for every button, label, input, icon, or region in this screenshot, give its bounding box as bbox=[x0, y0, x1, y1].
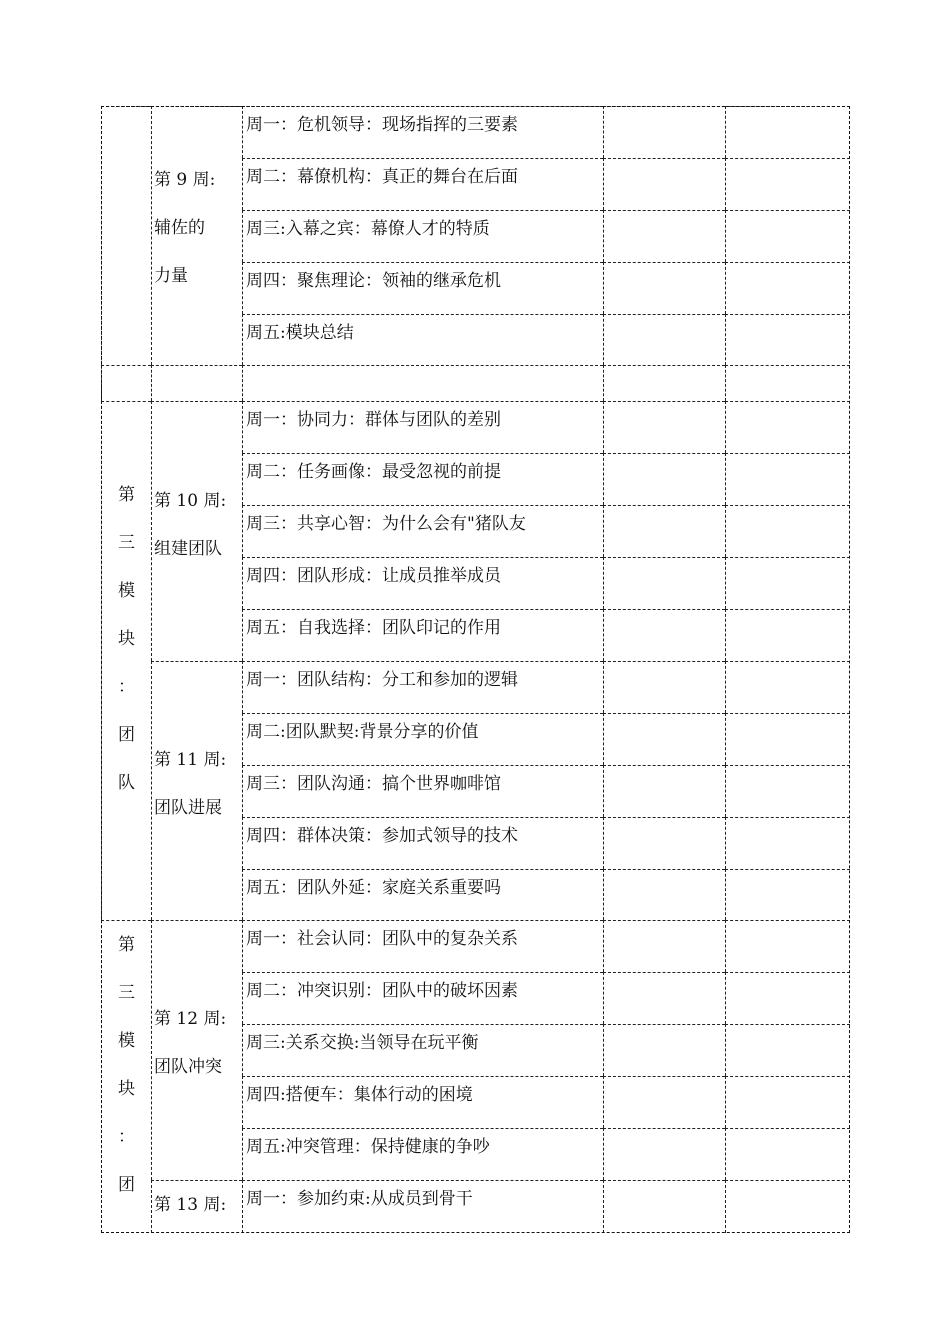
day-cell: 周二：任务画像：最受忽视的前提 bbox=[242, 453, 603, 505]
empty-cell bbox=[725, 765, 850, 817]
day-cell: 周一：参加约束:从成员到骨干 bbox=[242, 1180, 603, 1233]
empty-cell bbox=[603, 262, 725, 314]
module-char: 队 bbox=[118, 773, 135, 793]
week-cell bbox=[151, 1180, 242, 1233]
day-cell: 周二：冲突识别：团队中的破坏因素 bbox=[242, 972, 603, 1024]
empty-cell bbox=[725, 972, 850, 1024]
day-cell: 周二：幕僚机构：真正的舞台在后面 bbox=[242, 158, 603, 210]
week-label: 第 9 周: bbox=[154, 170, 216, 190]
day-cell: 周五：团队外延：家庭关系重要吗 bbox=[242, 869, 603, 920]
module-char: 块 bbox=[118, 1079, 135, 1099]
empty-cell bbox=[242, 365, 603, 401]
empty-cell bbox=[725, 210, 850, 262]
empty-cell bbox=[725, 365, 850, 401]
empty-cell bbox=[603, 365, 725, 401]
module-cell bbox=[101, 920, 151, 1233]
module-char: 模 bbox=[118, 581, 135, 601]
day-cell: 周四：团队形成：让成员推举成员 bbox=[242, 557, 603, 609]
schedule-table bbox=[101, 106, 850, 1233]
module-cell bbox=[101, 401, 151, 920]
week-label: 团队进展 bbox=[154, 798, 222, 818]
empty-cell bbox=[151, 365, 242, 401]
empty-cell bbox=[603, 765, 725, 817]
empty-cell bbox=[725, 401, 850, 453]
empty-cell bbox=[725, 262, 850, 314]
day-cell: 周一：危机领导：现场指挥的三要素 bbox=[242, 106, 603, 158]
day-cell: 周三:关系交换:当领导在玩平衡 bbox=[242, 1024, 603, 1076]
empty-cell bbox=[603, 972, 725, 1024]
empty-cell bbox=[603, 920, 725, 972]
empty-cell bbox=[725, 314, 850, 365]
empty-cell bbox=[725, 106, 850, 158]
module-char: 团 bbox=[118, 725, 135, 745]
week-label: 辅佐的 bbox=[154, 218, 205, 238]
week-cell bbox=[151, 401, 242, 661]
day-cell: 周二:团队默契:背景分享的价值 bbox=[242, 713, 603, 765]
week-cell bbox=[151, 920, 242, 1180]
day-cell: 周四：群体决策：参加式领导的技术 bbox=[242, 817, 603, 869]
empty-cell bbox=[725, 1128, 850, 1180]
empty-cell bbox=[725, 609, 850, 661]
empty-cell bbox=[725, 817, 850, 869]
empty-cell bbox=[725, 505, 850, 557]
day-cell: 周三：团队沟通：搞个世界咖啡馆 bbox=[242, 765, 603, 817]
module-char: 块 bbox=[118, 629, 135, 649]
empty-cell bbox=[101, 365, 151, 401]
empty-cell bbox=[725, 1076, 850, 1128]
empty-cell bbox=[725, 1180, 850, 1233]
empty-cell bbox=[725, 158, 850, 210]
module-char: 第 bbox=[118, 935, 135, 955]
empty-cell bbox=[603, 1024, 725, 1076]
empty-cell bbox=[725, 1024, 850, 1076]
day-cell: 周一：团队结构：分工和参加的逻辑 bbox=[242, 661, 603, 713]
empty-cell bbox=[603, 314, 725, 365]
empty-cell bbox=[603, 869, 725, 920]
empty-cell bbox=[725, 661, 850, 713]
empty-cell bbox=[725, 453, 850, 505]
day-cell: 周四:搭便车：集体行动的困境 bbox=[242, 1076, 603, 1128]
empty-cell bbox=[603, 661, 725, 713]
day-cell: 周三：共享心智：为什么会有"猪队友 bbox=[242, 505, 603, 557]
empty-cell bbox=[725, 557, 850, 609]
week-label: 组建团队 bbox=[154, 539, 222, 559]
empty-cell bbox=[725, 869, 850, 920]
empty-cell bbox=[725, 713, 850, 765]
empty-cell bbox=[603, 453, 725, 505]
empty-cell bbox=[725, 920, 850, 972]
week-label: 力量 bbox=[154, 266, 188, 286]
module-char: ： bbox=[118, 677, 135, 697]
empty-cell bbox=[603, 158, 725, 210]
week-label: 第 12 周: bbox=[154, 1009, 227, 1029]
day-cell: 周五:冲突管理：保持健康的争吵 bbox=[242, 1128, 603, 1180]
empty-cell bbox=[603, 557, 725, 609]
day-cell: 周三:入幕之宾：幕僚人才的特质 bbox=[242, 210, 603, 262]
module-cell bbox=[101, 106, 151, 365]
day-cell: 周五：自我选择：团队印记的作用 bbox=[242, 609, 603, 661]
empty-cell bbox=[603, 609, 725, 661]
empty-cell bbox=[603, 401, 725, 453]
empty-cell bbox=[603, 505, 725, 557]
week-label: 第 13 周: bbox=[154, 1195, 227, 1215]
week-label: 第 11 周: bbox=[154, 750, 227, 770]
empty-cell bbox=[603, 713, 725, 765]
day-cell: 周四：聚焦理论：领袖的继承危机 bbox=[242, 262, 603, 314]
empty-cell bbox=[603, 1076, 725, 1128]
empty-cell bbox=[603, 1128, 725, 1180]
empty-cell bbox=[603, 106, 725, 158]
module-char: 三 bbox=[118, 983, 135, 1003]
empty-cell bbox=[603, 1180, 725, 1233]
day-cell: 周一：社会认同：团队中的复杂关系 bbox=[242, 920, 603, 972]
day-cell: 周一：协同力：群体与团队的差别 bbox=[242, 401, 603, 453]
module-char: ： bbox=[118, 1127, 135, 1147]
empty-cell bbox=[603, 817, 725, 869]
module-char: 模 bbox=[118, 1031, 135, 1051]
week-label: 团队冲突 bbox=[154, 1057, 222, 1077]
empty-cell bbox=[603, 210, 725, 262]
week-cell bbox=[151, 106, 242, 365]
module-char: 三 bbox=[118, 533, 135, 553]
week-label: 第 10 周: bbox=[154, 491, 227, 511]
module-char: 第 bbox=[118, 485, 135, 505]
day-cell: 周五:模块总结 bbox=[242, 314, 603, 365]
module-char: 团 bbox=[118, 1175, 135, 1195]
week-cell bbox=[151, 661, 242, 920]
